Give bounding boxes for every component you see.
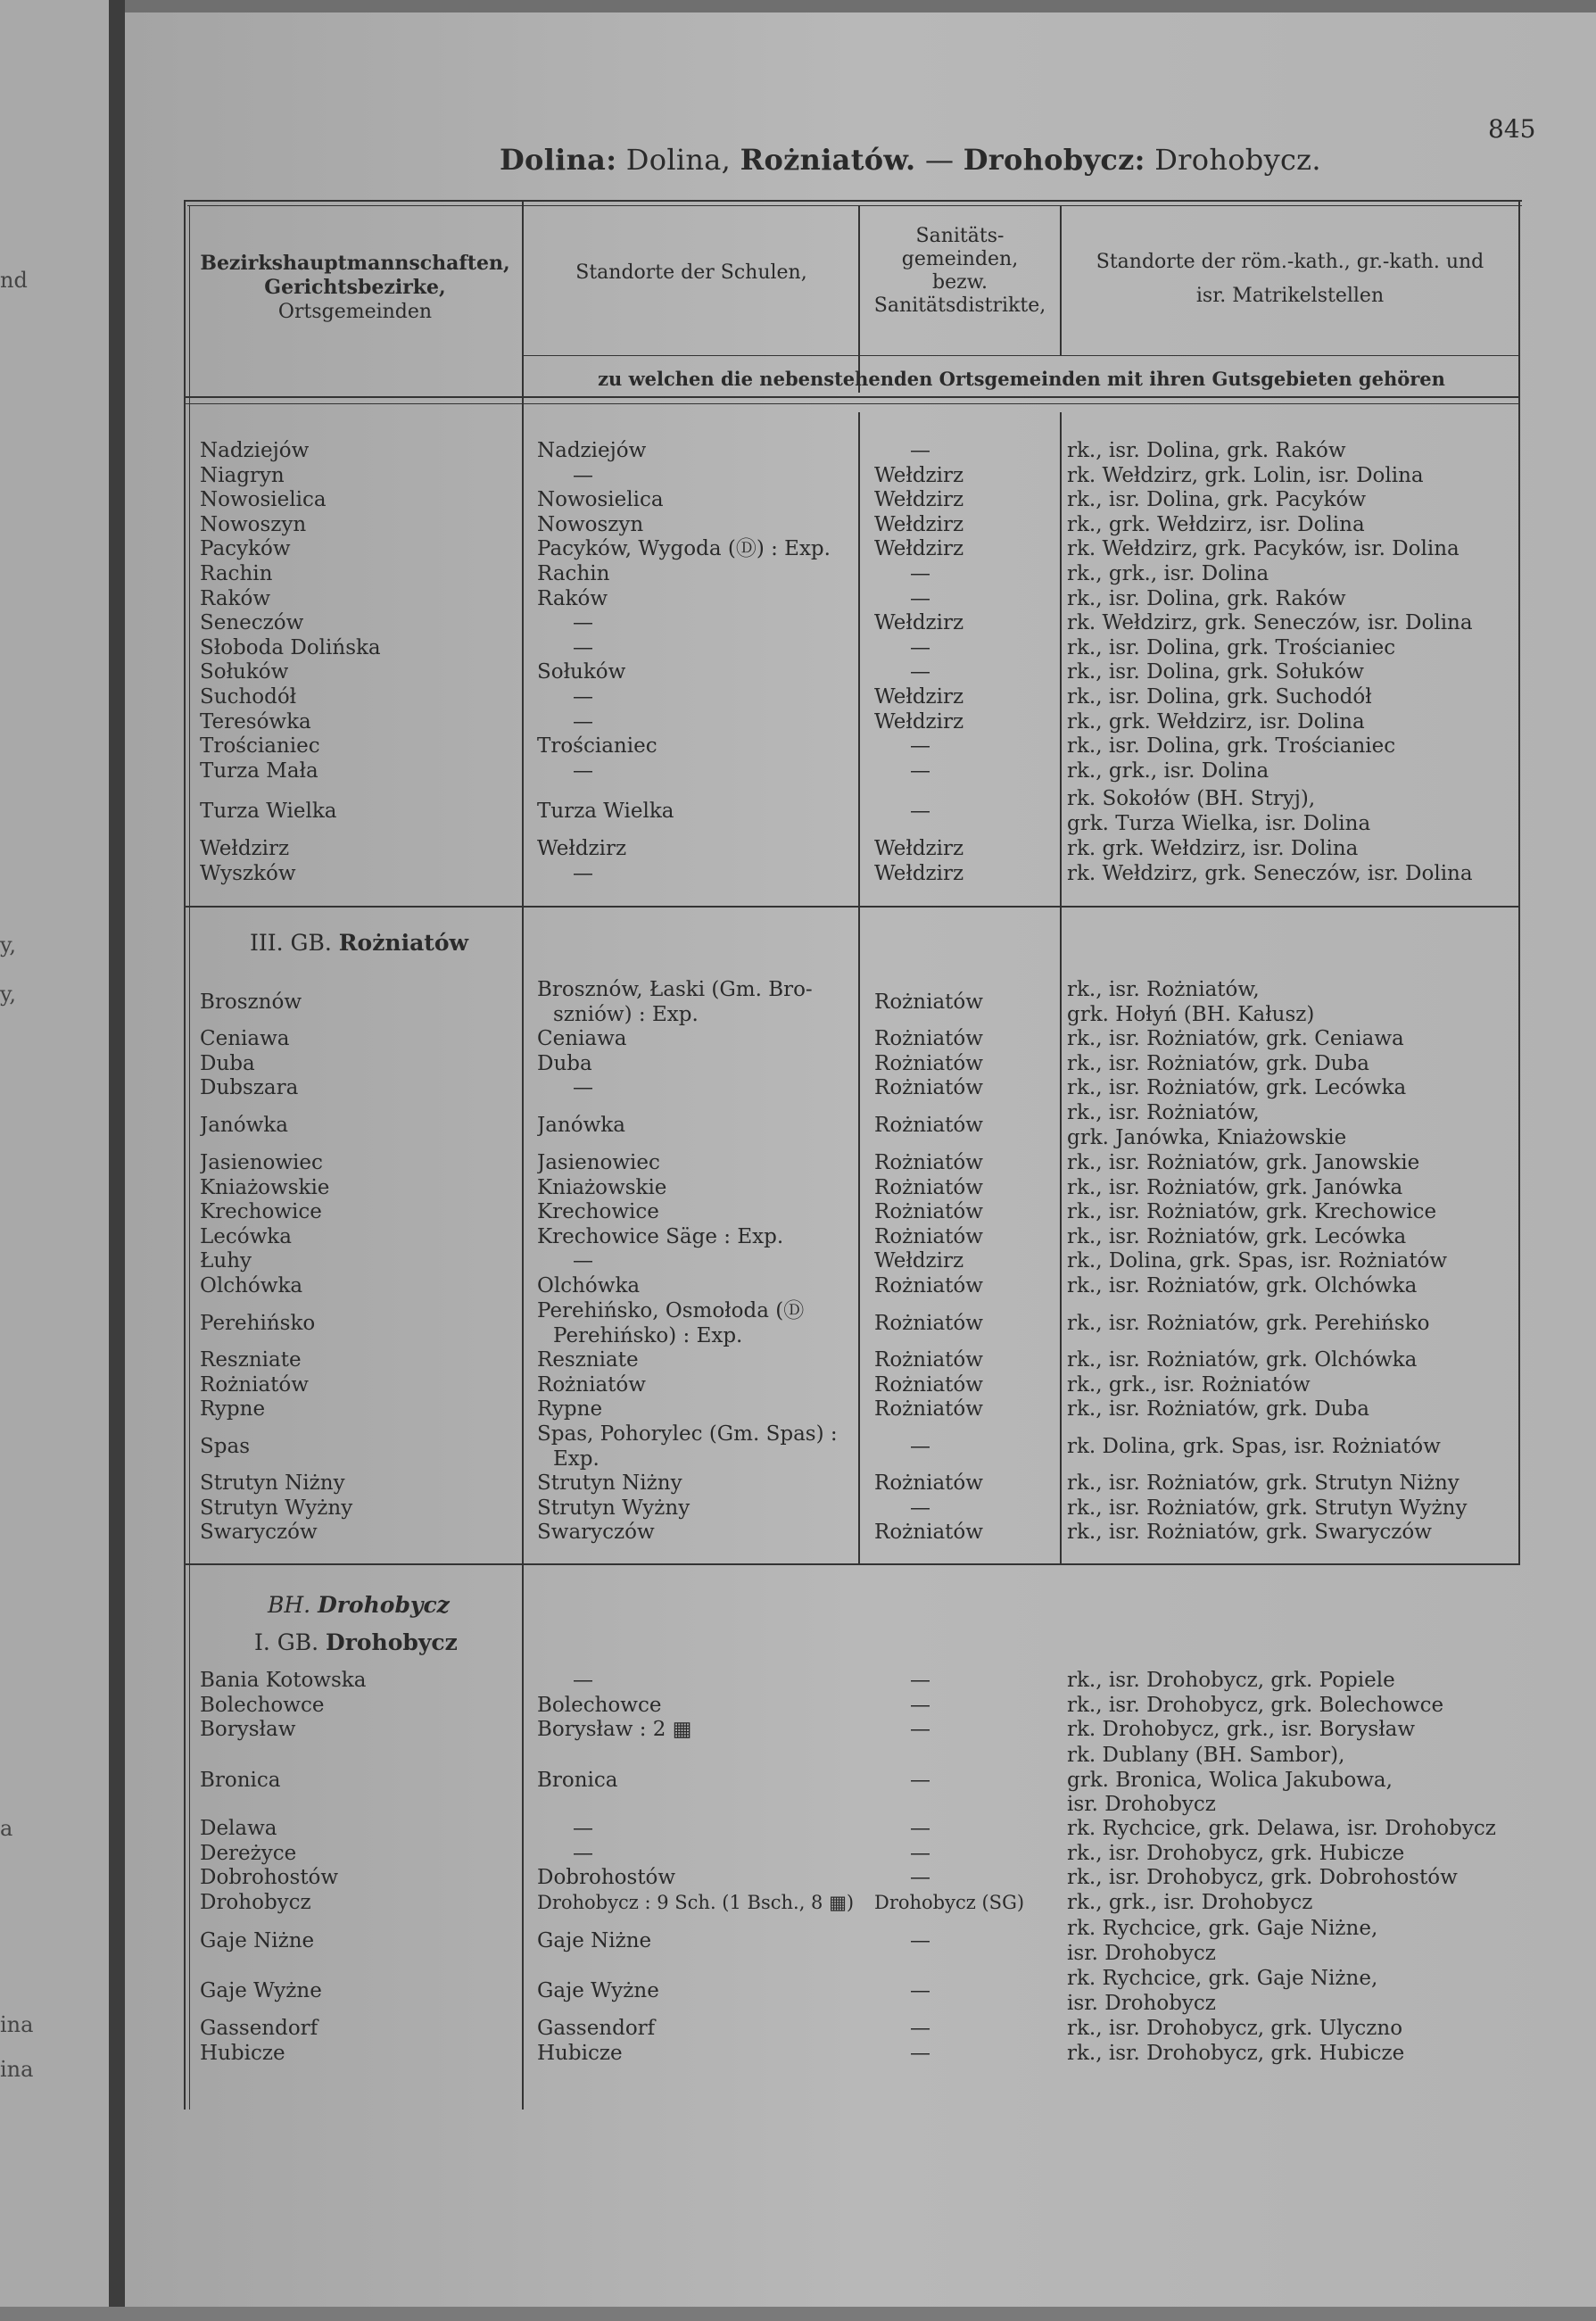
header-span-row xyxy=(525,367,1518,392)
s2c-col2 xyxy=(537,1348,858,1422)
table-row-registry-multiline xyxy=(1067,1917,1513,1966)
table-row-school: — xyxy=(573,635,593,659)
table-row-school: Reszniate xyxy=(537,1348,639,1372)
s2b-col3 xyxy=(874,1151,1062,1299)
school-line: Brosznów, Łaski (Gm. Bro- xyxy=(537,978,813,1001)
registry-line: isr. Drohobycz xyxy=(1067,1793,1216,1817)
table-row-sanitary: Rożniatów xyxy=(874,1372,983,1397)
table-row-name: Bolechowce xyxy=(200,1693,325,1717)
table-row-registry: rk. Dolina, grk. Spas, isr. Rożniatów xyxy=(1067,1435,1441,1458)
table-row-school-multiline xyxy=(537,978,858,1027)
table-row-name: Turza Wielka xyxy=(200,800,337,823)
table-row-name: Janówka xyxy=(200,1114,288,1137)
table-row-school: — xyxy=(573,861,593,885)
table-row-name: Hubicze xyxy=(200,2041,285,2065)
s2c-col4 xyxy=(1067,1348,1513,1422)
table-row-sanitary: Wełdzirz xyxy=(874,488,964,512)
table-row-sanitary: Wełdzirz xyxy=(874,1249,964,1273)
table-row-name: Gaje Niżne xyxy=(200,1929,315,1952)
table-row-registry: rk., isr. Rożniatów, grk. Swaryczów xyxy=(1067,1521,1432,1545)
table-row-school: Dobrohostów xyxy=(537,1866,676,1890)
header-col1-line2: Gerichtsbezirke, xyxy=(264,276,446,299)
s2b-col4 xyxy=(1067,1151,1513,1299)
s3c-col2 xyxy=(537,2017,858,2066)
header-bottom-rule xyxy=(184,396,1518,398)
table-row-sanitary: Wełdzirz xyxy=(874,512,964,536)
table-row-registry: rk., isr. Dolina, grk. Raków xyxy=(1067,439,1346,462)
table-row-name: Rachin xyxy=(200,561,273,585)
table-row-sanitary: — xyxy=(910,439,930,462)
registry-line: rk. Sokołów (BH. Stryj), xyxy=(1067,787,1316,810)
table-row-school: — xyxy=(573,1076,593,1100)
col-divider-2 xyxy=(858,412,860,1563)
s2b-col2 xyxy=(537,1151,858,1299)
table-row-registry: rk., grk., isr. Dolina xyxy=(1067,561,1269,585)
table-row-sanitary: Rożniatów xyxy=(874,1051,983,1075)
header-col3-line4: Sanitätsdistrikte, xyxy=(873,294,1046,317)
table-row-name: Strutyn Wyżny xyxy=(200,1496,353,1520)
table-row-sanitary: Rożniatów xyxy=(874,1224,983,1248)
table-row-name: Pacyków xyxy=(200,537,291,561)
school-line: Perehińsko) : Exp. xyxy=(553,1323,743,1347)
registry-line: rk., isr. Rożniatów, xyxy=(1067,1101,1260,1124)
table-row-name: Krechowice xyxy=(200,1200,322,1224)
table-row-name: Suchodół xyxy=(200,684,297,709)
table-row-name: Bronica xyxy=(200,1769,281,1792)
table-right-rule xyxy=(1518,200,1520,1565)
table-row-sanitary: — xyxy=(910,1669,930,1692)
table-row-registry: rk., isr. Dolina, grk. Raków xyxy=(1067,586,1346,610)
margin-fragment: ina xyxy=(0,2057,34,2082)
page-title xyxy=(500,143,1321,177)
table-row-sanitary: — xyxy=(910,561,930,585)
court-title-drohobycz xyxy=(254,1629,458,1655)
title-dash: — xyxy=(915,143,963,177)
table-row-name: Gaje Wyżne xyxy=(200,1979,322,2002)
table-row-sanitary: Rożniatów xyxy=(874,1175,983,1199)
table-row-name: Nowosielica xyxy=(200,488,327,512)
s2a-col1 xyxy=(200,1027,512,1101)
table-row-school: Trościaniec xyxy=(537,734,657,758)
table-row-registry: rk., isr. Drohobycz, grk. Bolechowce xyxy=(1067,1693,1444,1717)
table-row-sanitary: — xyxy=(910,2017,930,2040)
header-bottom-rule-inner xyxy=(184,403,1518,404)
table-row-school-multiline xyxy=(537,1299,858,1348)
table-left-rule-inner xyxy=(189,205,190,2110)
table-row-school: Olchówka xyxy=(537,1273,641,1297)
table-row-name: Dobrohostów xyxy=(200,1866,339,1890)
table-row-school: Strutyn Niżny xyxy=(537,1471,682,1495)
table-row-school: Rożniatów xyxy=(537,1372,646,1397)
table-row-registry: rk., isr. Drohobycz, grk. Hubicze xyxy=(1067,2041,1405,2065)
s1-col1 xyxy=(200,439,512,783)
s1-end-col3 xyxy=(874,837,1062,886)
table-row-sanitary: Rożniatów xyxy=(874,1312,983,1335)
table-row-registry: rk., grk., isr. Rożniatów xyxy=(1067,1372,1311,1397)
registry-line: rk., isr. Rożniatów, xyxy=(1067,978,1260,1001)
table-row-registry: rk. grk. Wełdzirz, isr. Dolina xyxy=(1067,837,1359,860)
table-row-name: Wełdzirz xyxy=(200,837,290,860)
title-drohobycz-values: Drohobycz. xyxy=(1145,143,1321,177)
table-row-registry: rk., grk., isr. Drohobycz xyxy=(1067,1890,1313,1914)
table-row-school: Duba xyxy=(537,1051,592,1075)
col-divider-1 xyxy=(522,200,524,2110)
table-row-registry: rk., isr. Rożniatów, grk. Duba xyxy=(1067,1397,1369,1422)
section-rule-1 xyxy=(184,906,1518,908)
table-row-sanitary: — xyxy=(910,1817,930,1840)
table-row-name: Drohobycz xyxy=(200,1890,311,1914)
title-dolina-label: Dolina: xyxy=(500,143,617,177)
registry-line: isr. Drohobycz xyxy=(1067,1991,1216,2015)
s3a-col2 xyxy=(537,1669,858,1743)
table-row-school: Rachin xyxy=(537,561,610,585)
table-row-name: Ceniawa xyxy=(200,1027,290,1050)
table-row-school: Nowoszyn xyxy=(537,512,644,536)
table-row-name: Sołuków xyxy=(200,660,289,684)
table-row-sanitary: Wełdzirz xyxy=(874,709,964,734)
table-row-school: Turza Wielka xyxy=(537,800,674,823)
s2a-col4 xyxy=(1067,1027,1513,1101)
s1-col3 xyxy=(874,439,1062,783)
table-row-name: Olchówka xyxy=(200,1273,303,1297)
table-row-sanitary: — xyxy=(910,586,930,610)
table-row-sanitary: Wełdzirz xyxy=(874,861,964,885)
table-row-name: Duba xyxy=(200,1051,255,1075)
table-row-sanitary: — xyxy=(910,758,930,783)
table-row-school: — xyxy=(573,1817,593,1840)
margin-fragment: nd xyxy=(0,268,28,293)
table-row-registry: rk., isr. Dolina, grk. Pacyków xyxy=(1067,488,1367,512)
header-span-text: zu welchen die nebenstehenden Ortsgemeinden mit ihren Gutsgebieten gehören xyxy=(598,368,1445,390)
table-row-school: Krechowice Säge : Exp. xyxy=(537,1224,784,1248)
table-row-registry: rk., isr. Dolina, grk. Suchodół xyxy=(1067,684,1372,709)
header-col3-line2: gemeinden, xyxy=(901,248,1019,270)
table-row-registry: rk., isr. Rożniatów, grk. Lecówka xyxy=(1067,1076,1407,1100)
s2d-col4 xyxy=(1067,1471,1513,1546)
header-col3-line3: bezw. xyxy=(932,271,988,294)
table-row-sanitary: Rożniatów xyxy=(874,1114,983,1137)
table-row-school: Pacyków, Wygoda (Ⓓ) : Exp. xyxy=(537,537,831,561)
table-row-school: — xyxy=(573,1669,593,1692)
table-row-sanitary: Rożniatów xyxy=(874,1200,983,1224)
table-row-school: Sołuków xyxy=(537,660,626,684)
table-row-school: — xyxy=(573,684,593,709)
table-row-sanitary: — xyxy=(910,1435,930,1458)
table-row-sanitary: — xyxy=(910,635,930,659)
table-row-registry: rk., isr. Rożniatów, grk. Strutyn Wyżny xyxy=(1067,1496,1468,1520)
table-row-sanitary: Wełdzirz xyxy=(874,537,964,561)
table-row-school: Krechowice xyxy=(537,1200,659,1224)
table-row-sanitary: Rożniatów xyxy=(874,1151,983,1174)
table-row-registry: rk., isr. Rożniatów, grk. Duba xyxy=(1067,1051,1369,1075)
table-row-school: Ceniawa xyxy=(537,1027,627,1050)
registry-line: grk. Janówka, Kniażowskie xyxy=(1067,1125,1347,1149)
table-row-school: — xyxy=(573,611,593,635)
district-title-prefix: BH. xyxy=(268,1592,318,1618)
table-row-sanitary: Rożniatów xyxy=(874,991,983,1014)
header-col-registries xyxy=(1062,245,1518,313)
title-rozniatow: Rożniatów. xyxy=(740,143,916,177)
table-row-sanitary: — xyxy=(910,734,930,758)
s1-col2 xyxy=(537,439,858,783)
table-row-sanitary: Wełdzirz xyxy=(874,463,964,487)
table-row-name: Brosznów xyxy=(200,991,302,1014)
s1-end-col4 xyxy=(1067,837,1513,886)
table-row-school: Gaje Niżne xyxy=(537,1929,652,1952)
s2d-col1 xyxy=(200,1471,512,1546)
court-title-prefix: I. GB. xyxy=(254,1629,327,1655)
s2c-col1 xyxy=(200,1348,512,1422)
table-row-name: Delawa xyxy=(200,1817,277,1840)
table-row-school-multiline xyxy=(537,1422,858,1471)
table-row-sanitary: — xyxy=(910,1841,930,1865)
table-row-registry-multiline xyxy=(1067,1744,1513,1818)
table-row-school: Hubicze xyxy=(537,2041,623,2065)
table-row-sanitary: — xyxy=(910,800,930,823)
table-row-sanitary: Wełdzirz xyxy=(874,611,964,635)
table-row-registry: rk., isr. Rożniatów, grk. Lecówka xyxy=(1067,1224,1407,1248)
table-row-name: Niagryn xyxy=(200,463,285,487)
table-row-registry-multiline xyxy=(1067,978,1513,1027)
table-row-registry: rk. Wełdzirz, grk. Pacyków, isr. Dolina xyxy=(1067,537,1460,561)
table-row-name: Seneczów xyxy=(200,611,304,635)
s3a-col4 xyxy=(1067,1669,1513,1743)
table-row-registry: rk. Wełdzirz, grk. Seneczów, isr. Dolina xyxy=(1067,861,1473,885)
table-row-registry: rk., isr. Rożniatów, grk. Strutyn Niżny xyxy=(1067,1471,1460,1495)
table-row-name: Gassendorf xyxy=(200,2017,318,2040)
table-row-sanitary: Rożniatów xyxy=(874,1076,983,1100)
table-row-registry: rk., isr. Rożniatów, grk. Perehińsko xyxy=(1067,1312,1430,1335)
table-row-name: Nowoszyn xyxy=(200,512,307,536)
table-row-name: Dubszara xyxy=(200,1076,299,1100)
table-row-registry: rk., isr. Rożniatów, grk. Olchówka xyxy=(1067,1348,1418,1372)
table-row-name: Nadziejów xyxy=(200,439,310,462)
table-row-registry: rk., grk. Wełdzirz, isr. Dolina xyxy=(1067,512,1365,536)
table-row-school: — xyxy=(573,1249,593,1273)
header-split-rule xyxy=(522,355,1518,356)
table-row-sanitary: — xyxy=(910,1718,930,1742)
table-row-registry: rk. Rychcice, grk. Delawa, isr. Drohobycz xyxy=(1067,1817,1496,1840)
court-title-bold: Drohobycz xyxy=(326,1629,458,1655)
s2a-col2 xyxy=(537,1027,858,1101)
table-row-school: Bronica xyxy=(537,1769,618,1792)
registry-line: grk. Turza Wielka, isr. Dolina xyxy=(1067,811,1371,835)
table-row-name: Teresówka xyxy=(200,709,311,734)
s3c-col3 xyxy=(874,2017,1062,2066)
s3a-col3 xyxy=(874,1669,1062,1743)
table-row-name: Swaryczów xyxy=(200,1521,318,1545)
school-line: Exp. xyxy=(553,1446,600,1471)
table-row-registry: rk., isr. Dolina, grk. Trościaniec xyxy=(1067,635,1396,659)
table-row-school: Wełdzirz xyxy=(537,837,627,860)
s3b-col2 xyxy=(537,1817,858,1915)
s2d-col3 xyxy=(874,1471,1062,1546)
school-line: Perehińsko, Osmołoda (Ⓓ xyxy=(537,1299,805,1322)
district-title-bold: Drohobycz xyxy=(318,1592,450,1618)
table-row-name: Jasienowiec xyxy=(200,1151,323,1174)
table-row-registry: rk., grk., isr. Dolina xyxy=(1067,758,1269,783)
table-row-registry-multiline xyxy=(1067,1967,1513,2016)
table-row-registry: rk., isr. Rożniatów, grk. Krechowice xyxy=(1067,1200,1437,1224)
header-col1-line1: Bezirkshauptmannschaften, xyxy=(200,252,510,275)
table-row-registry: rk., grk. Wełdzirz, isr. Dolina xyxy=(1067,709,1365,734)
margin-fragment: y, xyxy=(0,933,16,957)
table-row-registry: rk., isr. Drohobycz, grk. Ulyczno xyxy=(1067,2017,1403,2040)
title-dolina-values: Dolina, xyxy=(616,143,740,177)
table-row-school: Borysław : 2 ▦ xyxy=(537,1718,692,1742)
table-row-school: Bolechowce xyxy=(537,1693,662,1717)
table-row-name: Bania Kotowska xyxy=(200,1669,367,1692)
header-col-schools xyxy=(525,261,858,285)
s1-col4 xyxy=(1067,439,1513,783)
s3a-col1 xyxy=(200,1669,512,1743)
table-row-sanitary: Rożniatów xyxy=(874,1027,983,1050)
table-row-registry: rk., Dolina, grk. Spas, isr. Rożniatów xyxy=(1067,1249,1448,1273)
table-row-name: Słoboda Dolińska xyxy=(200,635,381,659)
table-row-registry: rk., isr. Rożniatów, grk. Janowskie xyxy=(1067,1151,1420,1174)
table-row-name: Rypne xyxy=(200,1397,266,1422)
table-row-sanitary: Drohobycz (SG) xyxy=(874,1891,1025,1913)
table-row-sanitary: Rożniatów xyxy=(874,1273,983,1297)
table-row-school: Janówka xyxy=(537,1114,625,1137)
table-row-sanitary: — xyxy=(910,1769,930,1792)
table-row-registry: rk. Drohobycz, grk., isr. Borysław xyxy=(1067,1718,1416,1742)
header-col1-line3: Ortsgemeinden xyxy=(277,301,433,323)
table-row-name: Reszniate xyxy=(200,1348,302,1372)
table-row-sanitary: — xyxy=(910,1979,930,2002)
table-row-sanitary: — xyxy=(910,1496,930,1520)
table-row-school: — xyxy=(573,758,593,783)
s1-end-col2 xyxy=(537,837,858,886)
table-left-rule xyxy=(184,200,186,2110)
section-title-rozniatow xyxy=(250,930,468,956)
table-row-school: Raków xyxy=(537,586,608,610)
s3c-col4 xyxy=(1067,2017,1513,2066)
school-line: Spas, Pohorylec (Gm. Spas) : xyxy=(537,1422,838,1446)
title-drohobycz-label: Drohobycz: xyxy=(963,143,1145,177)
table-row-registry: rk. Wełdzirz, grk. Seneczów, isr. Dolina xyxy=(1067,611,1473,635)
margin-fragment: ina xyxy=(0,2012,34,2037)
table-row-sanitary: — xyxy=(910,2041,930,2065)
table-row-name: Perehińsko xyxy=(200,1312,316,1335)
table-top-rule xyxy=(184,200,1522,202)
section-rule-2 xyxy=(184,1563,1518,1565)
table-row-name: Kniażowskie xyxy=(200,1175,330,1199)
district-title-drohobycz xyxy=(268,1592,450,1618)
table-row-sanitary: — xyxy=(910,1693,930,1717)
table-row-name: Turza Mała xyxy=(200,758,318,783)
table-row-sanitary: Rożniatów xyxy=(874,1348,983,1372)
section-title-bold: Rożniatów xyxy=(338,930,469,956)
margin-fragment: a xyxy=(0,1816,13,1841)
table-row-school: Gassendorf xyxy=(537,2017,656,2040)
table-row-registry: rk., isr. Dolina, grk. Sołuków xyxy=(1067,660,1364,684)
table-row-registry: rk., isr. Rożniatów, grk. Janówka xyxy=(1067,1175,1403,1199)
registry-line: grk. Bronica, Wolica Jakubowa, xyxy=(1067,1768,1393,1792)
s2a-col3 xyxy=(874,1027,1062,1101)
s2c-col3 xyxy=(874,1348,1062,1422)
page-number: 845 xyxy=(1488,114,1536,144)
header-col-sanitary xyxy=(861,225,1059,318)
table-row-school: Jasienowiec xyxy=(537,1151,660,1174)
s2d-col2 xyxy=(537,1471,858,1546)
col-divider-2-header xyxy=(858,205,860,393)
header-col4-line1: Standorte der röm.-kath., gr.-kath. und xyxy=(1096,251,1484,273)
registry-line: grk. Hołyń (BH. Kałusz) xyxy=(1067,1002,1315,1026)
table-row-school: Nowosielica xyxy=(537,488,664,512)
table-row-name: Raków xyxy=(200,586,271,610)
table-row-sanitary: — xyxy=(910,660,930,684)
table-row-sanitary: Rożniatów xyxy=(874,1471,983,1495)
table-row-name: Wyszków xyxy=(200,861,296,885)
table-row-school: Nadziejów xyxy=(537,439,647,462)
table-row-sanitary: Rożniatów xyxy=(874,1521,983,1545)
table-row-name: Lecówka xyxy=(200,1224,292,1248)
table-row-name: Rożniatów xyxy=(200,1372,309,1397)
s2b-col1 xyxy=(200,1151,512,1299)
table-row-school: Strutyn Wyżny xyxy=(537,1496,690,1520)
table-row-registry: rk., isr. Drohobycz, grk. Dobrohostów xyxy=(1067,1866,1458,1890)
table-row-registry-multiline xyxy=(1067,787,1513,836)
table-row-registry: rk., isr. Drohobycz, grk. Hubicze xyxy=(1067,1841,1405,1865)
table-row-registry: rk., isr. Dolina, grk. Trościaniec xyxy=(1067,734,1396,758)
table-row-school: Rypne xyxy=(537,1397,603,1422)
table-row-sanitary: Rożniatów xyxy=(874,1397,983,1422)
table-row-registry: rk., isr. Drohobycz, grk. Popiele xyxy=(1067,1669,1395,1692)
registry-line: rk. Rychcice, grk. Gaje Niżne, xyxy=(1067,1967,1378,1990)
table-row-school: — xyxy=(573,709,593,734)
table-row-school: Swaryczów xyxy=(537,1521,655,1545)
s3b-col4 xyxy=(1067,1817,1513,1915)
header-col-municipalities xyxy=(189,252,521,324)
table-row-school: Gaje Wyżne xyxy=(537,1979,659,2002)
table-row-name: Dereżyce xyxy=(200,1841,297,1865)
table-row-registry: rk. Wełdzirz, grk. Lolin, isr. Dolina xyxy=(1067,463,1424,487)
s3b-col1 xyxy=(200,1817,512,1915)
school-line: szniów) : Exp. xyxy=(553,1002,699,1026)
header-col4-line2: isr. Matrikelstellen xyxy=(1195,285,1385,307)
section-title-prefix: III. GB. xyxy=(250,930,339,956)
table-row-name: Trościaniec xyxy=(200,734,320,758)
table-row-name: Borysław xyxy=(200,1718,296,1742)
table-row-sanitary: — xyxy=(910,1929,930,1952)
header-col3-line1: Sanitäts- xyxy=(915,225,1005,247)
table-row-registry-multiline xyxy=(1067,1101,1513,1150)
table-row-registry: rk., isr. Rożniatów, grk. Ceniawa xyxy=(1067,1027,1404,1050)
registry-line: rk. Dublany (BH. Sambor), xyxy=(1067,1744,1345,1767)
s3c-col1 xyxy=(200,2017,512,2066)
registry-line: isr. Drohobycz xyxy=(1067,1941,1216,1965)
table-row-school: — xyxy=(573,463,593,487)
table-row-school: — xyxy=(573,1841,593,1865)
table-row-sanitary: Wełdzirz xyxy=(874,837,964,860)
table-row-school: Drohobycz : 9 Sch. (1 Bsch., 8 ▦) xyxy=(537,1891,855,1913)
table-row-registry: rk., isr. Rożniatów, grk. Olchówka xyxy=(1067,1273,1418,1297)
table-row-name: Spas xyxy=(200,1435,250,1458)
table-row-name: Łuhy xyxy=(200,1249,252,1273)
table-top-rule-inner xyxy=(187,205,1522,206)
header-col2-text: Standorte der Schulen, xyxy=(575,261,807,284)
table-row-sanitary: — xyxy=(910,1866,930,1890)
registry-line: rk. Rychcice, grk. Gaje Niżne, xyxy=(1067,1917,1378,1940)
table-row-name: Strutyn Niżny xyxy=(200,1471,345,1495)
s1-end-col1 xyxy=(200,837,512,886)
table-row-sanitary: Wełdzirz xyxy=(874,684,964,709)
s3b-col3 xyxy=(874,1817,1062,1915)
margin-fragment: y, xyxy=(0,982,16,1007)
table-row-school: Kniażowskie xyxy=(537,1175,667,1199)
